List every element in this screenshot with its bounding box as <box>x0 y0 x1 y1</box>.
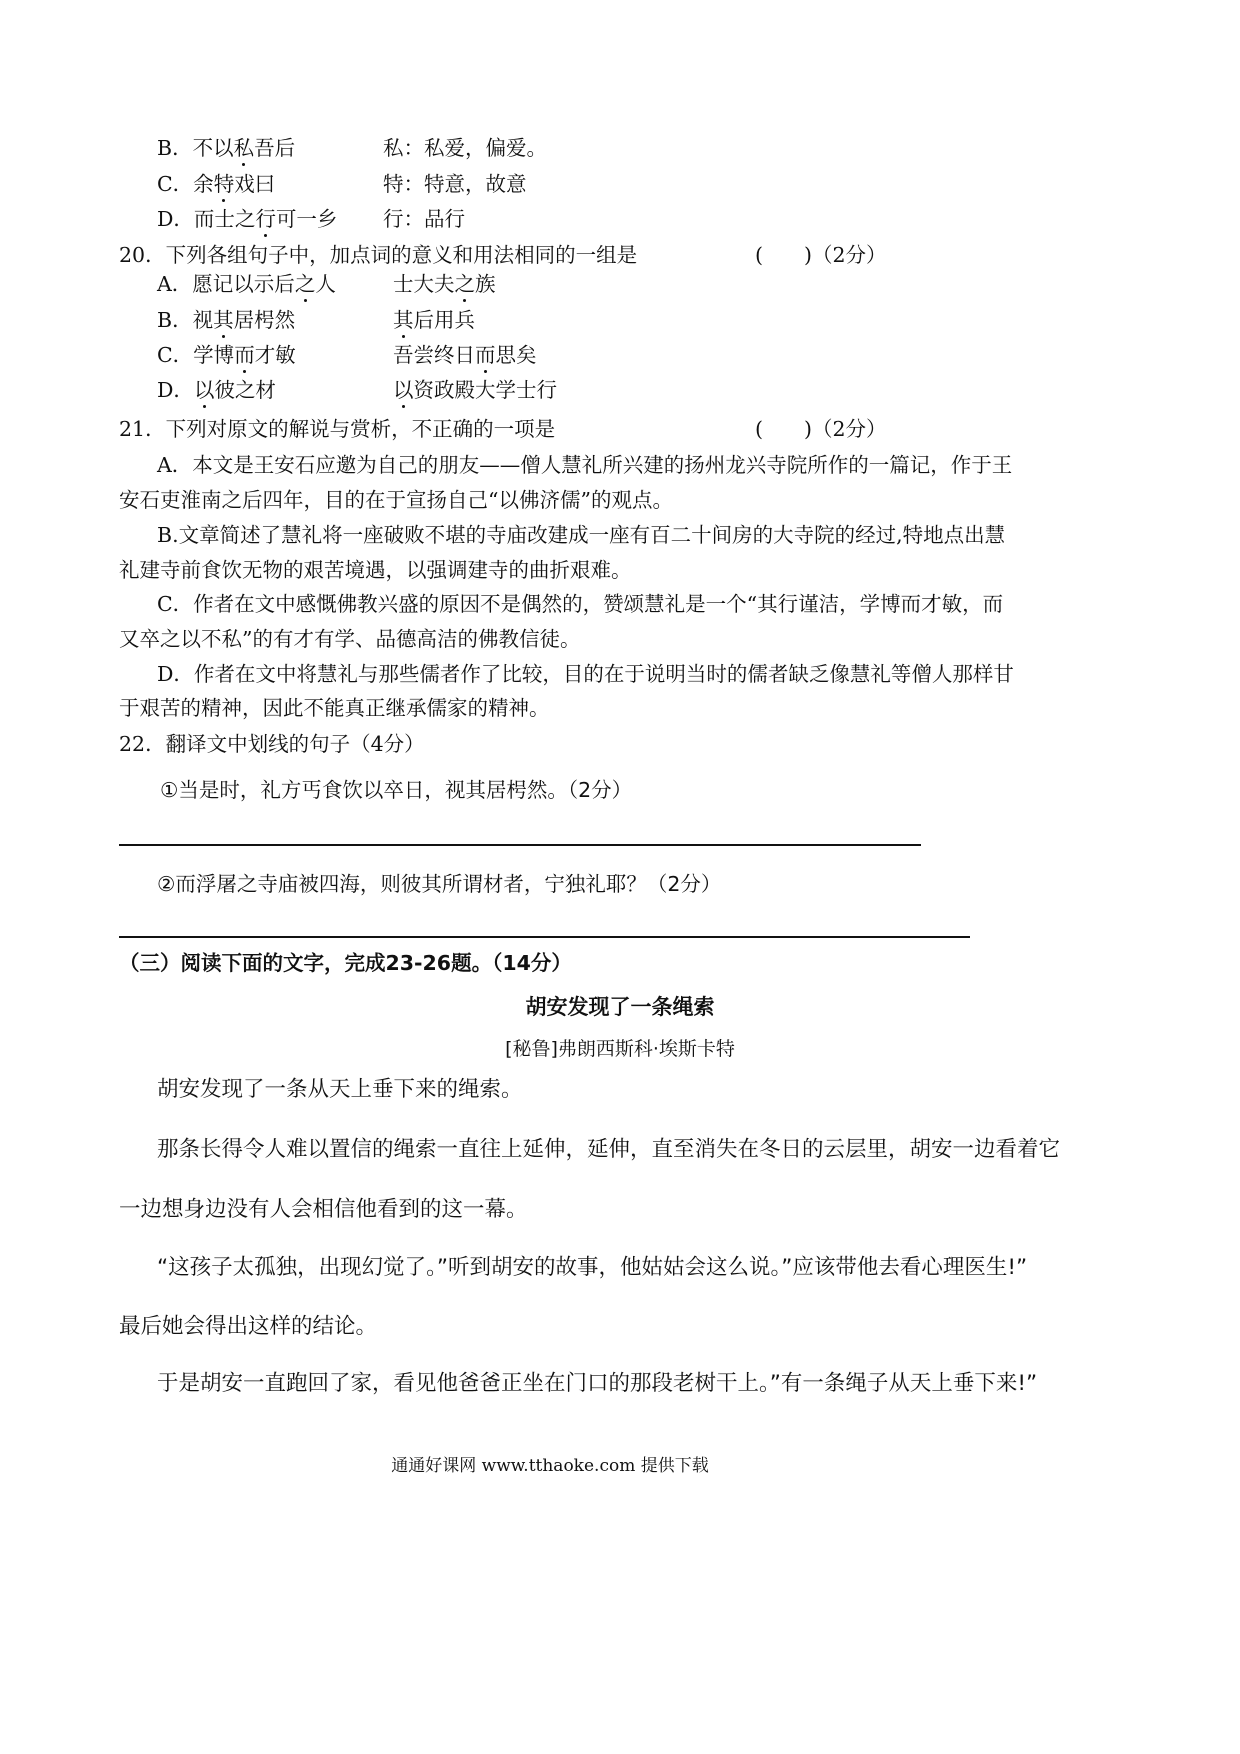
passage-paragraph-2-line2: 一边想身边没有人会相信他看到的这一幕。 <box>119 1197 528 1222</box>
q21-option-b-line1: B.文章简述了慧礼将一座破败不堪的寺庙改建成一座有百二十间房的大寺院的经过,特地点出慧 <box>157 523 1006 547</box>
section-3-heading: （三）阅读下面的文字，完成23-26题。（14分） <box>119 951 572 975</box>
q21-option-c-line2: 又卒之以不私”的有才有学、品德高洁的佛教信徒。 <box>119 627 581 651</box>
q20-option-c: C．学博而才敏 <box>157 343 296 367</box>
q21-option-d-line2: 于艰苦的精神，因此不能真正继承儒家的精神。 <box>119 696 550 720</box>
passage-paragraph-1: 胡安发现了一条从天上垂下来的绳索。 <box>157 1077 523 1102</box>
q20-option-b: B．视其居枵然 <box>157 308 296 332</box>
q20-stem: 20．下列各组句子中，加点词的意义和用法相同的一组是 <box>119 243 638 267</box>
q19-option-d-explain: 行：品行 <box>383 207 465 231</box>
q19-option-c: C．余特戏曰 <box>157 172 276 196</box>
q22-sentence-1: ①当是时，礼方丐食饮以卒日，视其居枵然。（2分） <box>160 778 633 802</box>
q20-option-a-compare: 士大夫之族 <box>393 272 496 296</box>
answer-line-2[interactable] <box>119 936 970 938</box>
passage-paragraph-2-line1: 那条长得令人难以置信的绳索一直往上延伸，延伸，直至消失在冬日的云层里，胡安一边看着它 <box>157 1137 1061 1162</box>
q21-option-d-line1: D．作者在文中将慧礼与那些儒者作了比较，目的在于说明当时的儒者缺乏像慧礼等僧人那样甘 <box>157 662 1014 686</box>
passage-paragraph-3-line1: “这孩子太孤独，出现幻觉了。”听到胡安的故事，他姑姑会这么说。”应该带他去看心理医生!” <box>157 1255 1028 1280</box>
passage-paragraph-4: 于是胡安一直跑回了家，看见他爸爸正坐在门口的那段老树干上。”有一条绳子从天上垂下来!” <box>157 1371 1038 1396</box>
q21-option-c-line1: C．作者在文中感慨佛教兴盛的原因不是偶然的，赞颂慧礼是一个“其行谨洁，学博而才敏，而 <box>157 592 1004 616</box>
q19-option-d: D．而士之行可一乡 <box>157 207 338 231</box>
q20-score: ( )（2分） <box>755 243 887 267</box>
q22-stem: 22．翻译文中划线的句子（4分） <box>119 732 425 756</box>
q21-score: ( )（2分） <box>755 417 887 441</box>
q21-option-b-line2: 礼建寺前食饮无物的艰苦境遇，以强调建寺的曲折艰难。 <box>119 558 632 582</box>
q19-option-b-explain: 私：私爱，偏爱。 <box>383 136 547 160</box>
q21-option-a-line1: A．本文是王安石应邀为自己的朋友——僧人慧礼所兴建的扬州龙兴寺院所作的一篇记，作于王 <box>157 453 1013 477</box>
q20-option-d: D．以彼之材 <box>157 378 276 402</box>
page-footer: 通通好课网 www.tthaoke.com 提供下载 <box>391 1456 709 1476</box>
q19-option-c-explain: 特：特意，故意 <box>383 172 527 196</box>
q20-option-a: A．愿记以示后之人 <box>157 272 336 296</box>
q20-option-b-compare: 其后用兵 <box>393 308 475 332</box>
q21-stem: 21．下列对原文的解说与赏析，不正确的一项是 <box>119 417 556 441</box>
q20-option-d-compare: 以资政殿大学士行 <box>393 378 557 402</box>
q21-option-a-line2: 安石吏淮南之后四年，目的在于宣扬自己“以佛济儒”的观点。 <box>119 488 673 512</box>
passage-author: [秘鲁]弗朗西斯科·埃斯卡特 <box>505 1038 735 1060</box>
passage-paragraph-3-line2: 最后她会得出这样的结论。 <box>119 1314 378 1339</box>
q19-option-b: B．不以私吾后 <box>157 136 296 160</box>
q20-option-c-compare: 吾尝终日而思矣 <box>393 343 537 367</box>
q22-sentence-2: ②而浮屠之寺庙被四海，则彼其所谓材者，宁独礼耶？（2分） <box>157 872 722 896</box>
answer-line-1[interactable] <box>119 844 921 846</box>
passage-title: 胡安发现了一条绳索 <box>525 995 715 1019</box>
